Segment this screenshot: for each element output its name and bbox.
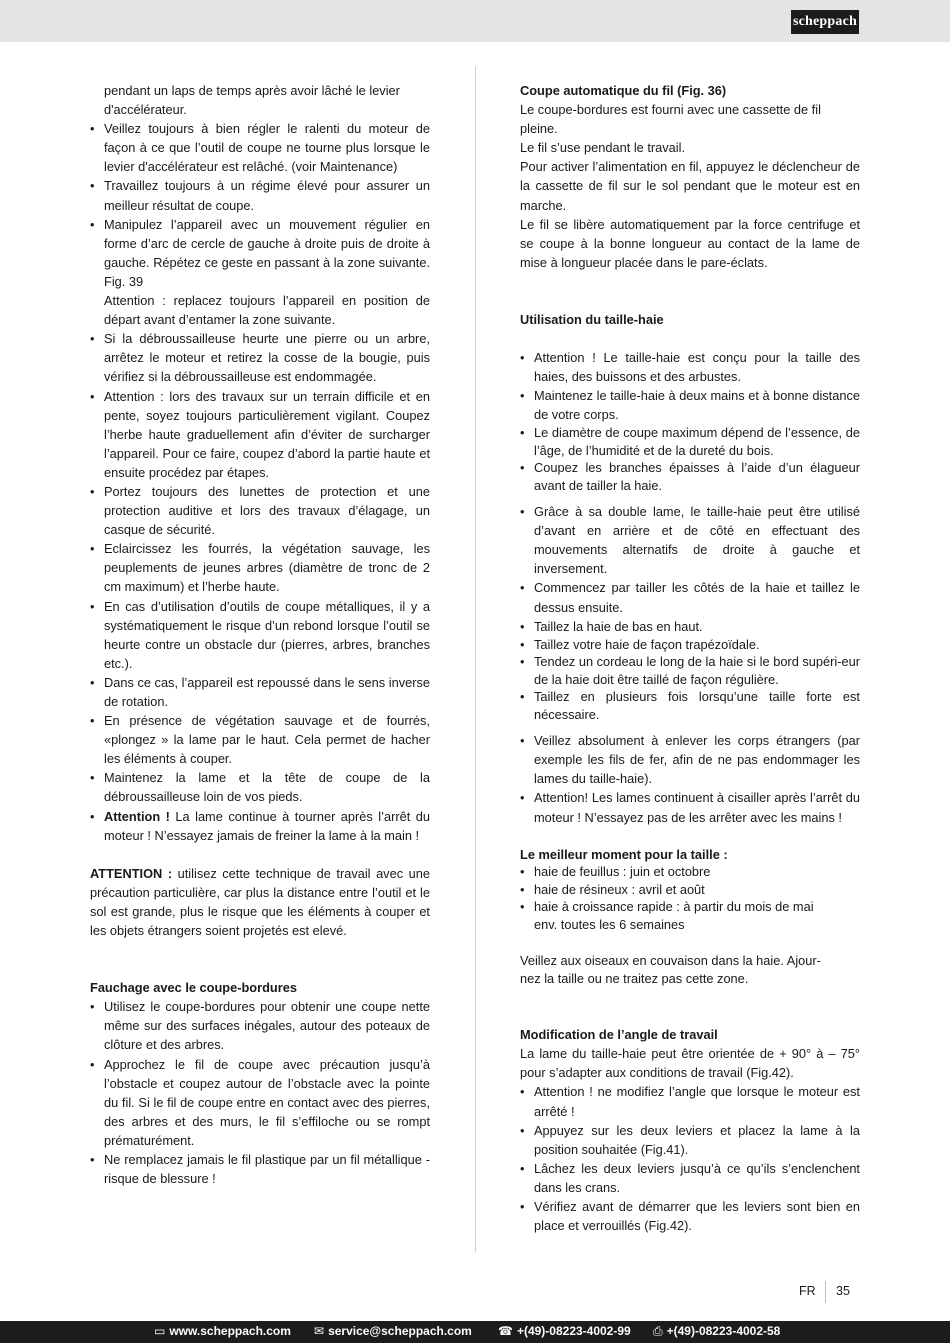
list-item: • Le diamètre de coupe maximum dépend de l’essence, de l’âge, de l’humidité et de la dureté du bois. [520,424,860,459]
list-item: • haie de résineux : avril et août [520,881,860,899]
list-item: • Commencez par tailler les côtés de la haie et taillez le dessus ensuite. [520,578,860,616]
list-item-continuation: Attention : replacez toujours l’appareil en position de départ avant d’entamer la zone suivante. [104,293,430,328]
paragraph: Le fil se libère automatiquement par la force centrifuge et se coupe à la bonne longueur au contact de la lame de mise à longueur placée dans le pare-éclats. [520,216,860,270]
paragraph: La lame du taille-haie peut être orientée de + 90° à – 75° pour s’adapter aux conditions de travail (Fig.42). [520,1046,860,1081]
footer-website[interactable]: ▭ www.scheppach.com [154,1324,291,1338]
list-item: • Taillez en plusieurs fois lorsqu’une taille forte est nécessaire. [520,688,860,723]
list-item: • Attention : lors des travaux sur un terrain difficile et en pente, soyez toujours particulièrement vigilant. Coupez l’herbe haute graduellement afin d’éviter de surcharger l’appareil. Pour ce faire, coupez d’abord la partie haute et ensuite procédez par étapes. [90,387,430,482]
section-heading: Fauchage avec le coupe-bordures [90,980,297,996]
list-item-continuation: env. toutes les 6 semaines [534,916,685,932]
column-divider [475,66,476,1252]
language-code: FR [799,1284,816,1298]
list-item: • Travaillez toujours à un régime élevé pour assurer un meilleur résultat de coupe. [90,176,430,214]
paragraph-line: Le fil s’use pendant le travail. [520,140,686,156]
list-item: • Maintenez le taille-haie à deux mains et à bonne distance de votre corps. [520,386,860,424]
list-item: • En cas d’utilisation d’outils de coupe métalliques, il y a systématiquement le risque d’un rebond lorsque l’outil se heurte contre un obstacle dur (pierres, arbres, branches etc.). [90,597,430,673]
list-item: • Ne remplacez jamais le fil plastique par un fil métallique - risque de blessure ! [90,1150,430,1188]
list-item: • haie à croissance rapide : à partir du mois de mai [520,898,860,916]
attention-lead: ATTENTION : [90,865,173,881]
footer-fax: ⎙ +(49)-08223-4002-58 [653,1324,781,1338]
list-item-warning [90,807,430,845]
list-item: • haie de feuillus : juin et octobre [520,863,860,881]
list-item: • Attention ! Le taille-haie est conçu pour la taille des haies, des buissons et des arbustes. [520,348,860,386]
list-item: • Lâchez les deux leviers jusqu’à ce qu’ils s’enclenchent dans les crans. [520,1159,860,1197]
intro-line: d'accélérateur. [104,102,187,118]
paragraph-line: Le coupe-bordures est fourni avec une cassette de fil pleine. [520,102,821,137]
list-item: • Approchez le fil de coupe avec précaution jusqu’à l’obstacle et coupez autour de l’obstacle avec la pointe du fil. Si le fil de coupe entre en contact avec des pierres, des arbres et des murs, le fil s’effiloche ou se rompt prématurément. [90,1055,430,1150]
section-heading: Coupe automatique du fil (Fig. 36) [520,83,727,98]
pager-divider [825,1281,826,1303]
list-item: • Utilisez le coupe-bordures pour obtenir une coupe nette même sur des surfaces inégales, autour des poteaux de clôture et des arbres. [90,997,430,1054]
section-heading: Le meilleur moment pour la taille : [520,846,728,862]
list-item: • Manipulez l’appareil avec un mouvement régulier en forme d’arc de cercle de gauche à droite puis de droite à gauche. Répétez ce geste en passant à la zone suivante. Fig. 39 [90,215,430,291]
list-item: • Vérifiez avant de démarrer que les leviers sont bien en place et verrouillés (Fig.42). [520,1197,860,1235]
warning-lead: Attention ! [104,808,170,824]
list-item: • Grâce à sa double lame, le taille-haie peut être utilisé d’avant en arrière et de côté en effectuant des mouvements alternatifs de droite à gauche et inversement. [520,502,860,578]
list-item: • Taillez votre haie de façon trapézoïdale. [520,636,860,654]
list-item: • Attention! Les lames continuent à cisailler après l’arrêt du moteur ! N’essayez pas de les arrêter avec les mains ! [520,788,860,826]
list-item: • Dans ce cas, l’appareil est repoussé dans le sens inverse de rotation. [90,673,430,711]
page-number: 35 [836,1284,850,1298]
phone-icon: ☎ [498,1324,513,1338]
paragraph-line: Veillez aux oiseaux en couvaison dans la haie. Ajour- [520,953,821,969]
list-item: • Appuyez sur les deux leviers et placez la lame à la position souhaitée (Fig.41). [520,1121,860,1159]
list-item: • Si la débroussailleuse heurte une pierre ou un arbre, arrêtez le moteur et retirez la cosse de la bougie, puis vérifiez si la débroussailleuse est endommagée. [90,329,430,386]
warning-text: La lame continue à tourner après l’arrêt du moteur ! N’essayez jamais de freiner la lame à la main ! [104,808,431,843]
mail-icon: ✉ [314,1324,325,1338]
fax-icon: ⎙ [653,1324,663,1338]
attention-text: utilisez cette technique de travail avec une précaution particulière, car plus la distance entre l’outil et le sol est grande, plus le risque que les éléments à couper et les objets étrangers soient projetés est elevé. [90,865,430,939]
footer-phone[interactable]: ☎ +(49)-08223-4002-99 [498,1324,631,1338]
list-item: • En présence de végétation sauvage et de fourrés, «plongez » la lame par le haut. Cela permet de hacher les éléments à couper. [90,711,430,768]
paragraph: Pour activer l’alimentation en fil, appuyez le déclencheur de la cassette de fil sur le sol pendant que le moteur est en marche. [520,159,860,213]
list-item: • Eclaircissez les fourrés, la végétation sauvage, les peuplements de jeunes arbres (diamètre de tronc de 2 cm maximum) et l’herbe haute. [90,539,430,596]
list-item: • Maintenez la lame et la tête de coupe de la débroussailleuse loin de vos pieds. [90,768,430,806]
footer-email[interactable]: ✉ service@scheppach.com [314,1324,472,1338]
list-item: • Taillez la haie de bas en haut. [520,617,860,636]
top-bar [0,0,950,42]
list-item: • Coupez les branches épaisses à l’aide d’un élagueur avant de tailler la haie. [520,459,860,494]
list-item: • Veillez absolument à enlever les corps étrangers (par exemple les fils de fer, afin de ne pas endommager les lames du taille-haie). [520,731,860,788]
section-heading: Modification de l’angle de travail [520,1027,718,1043]
right-column [520,81,860,1235]
list-item: • Portez toujours des lunettes de protection et une protection auditive et lors des travaux d’élagage, un casque de sécurité. [90,482,430,539]
intro-line: pendant un laps de temps après avoir lâché le levier [104,83,400,98]
paragraph-line: nez la taille ou ne traitez pas cette zone. [520,970,749,986]
section-heading: Utilisation du taille-haie [520,311,664,327]
list-item: • Tendez un cordeau le long de la haie si le bord supéri-eur de la haie doit être taillé de façon régulière. [520,653,860,688]
computer-icon: ▭ [154,1324,166,1338]
footer-bar [0,1321,950,1343]
list-item: • Veillez toujours à bien régler le ralenti du moteur de façon à ce que l’outil de coupe ne tourne plus lorsque le levier d'accélérateur est relâché. (voir Maintenance) [90,119,430,176]
list-item: • Attention ! ne modifiez l’angle que lorsque le moteur est arrêté ! [520,1082,860,1120]
brand-logo: scheppach [791,10,859,34]
attention-paragraph [90,864,430,940]
left-column [90,81,430,1188]
